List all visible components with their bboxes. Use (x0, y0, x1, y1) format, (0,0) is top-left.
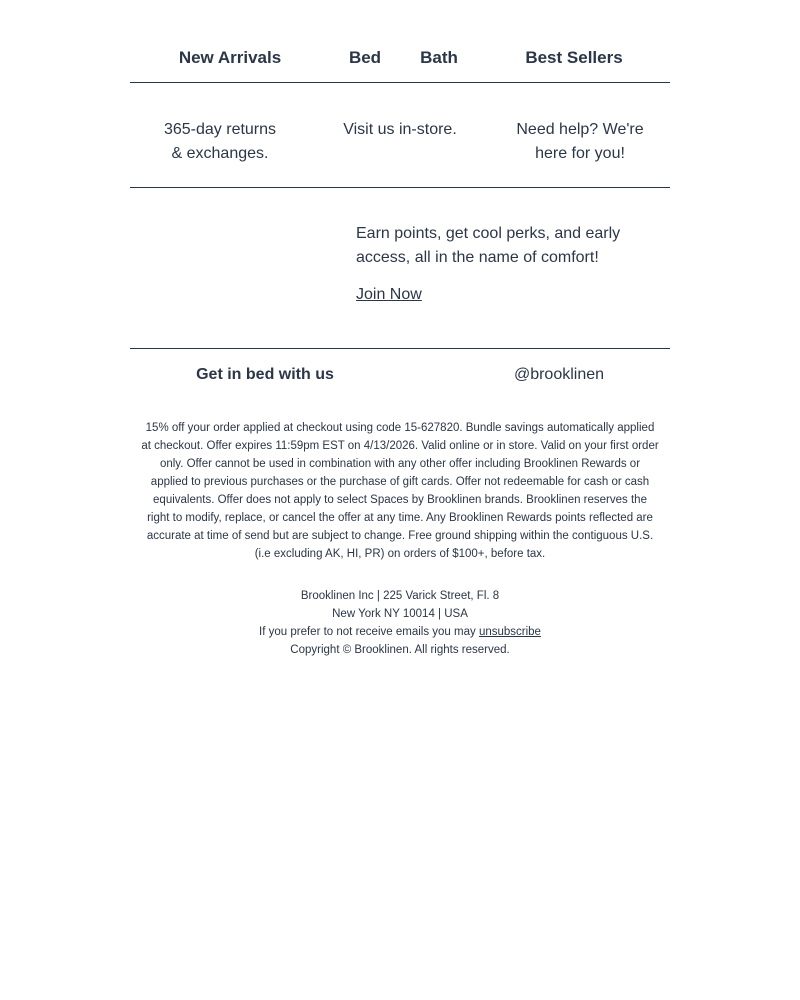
terms-line: at checkout. Offer expires 11:59pm EST on 4/13/2026. Valid online or in store. Valid on your first order (141, 440, 659, 452)
unsubscribe-line (130, 623, 670, 641)
divider (130, 82, 670, 83)
divider (130, 187, 670, 188)
unsubscribe-link[interactable]: unsubscribe (478, 626, 541, 638)
offer-terms (130, 419, 670, 563)
help-line-1: Need help? We're (516, 121, 644, 138)
terms-line: applied to previous purchases or the purchase of gift cards. Offer not redeemable for cash or cash (150, 476, 650, 488)
terms-line: right to modify, replace, or cancel the offer at any time. Any Brooklinen Rewards points reflected are (147, 512, 653, 524)
rewards-line-2: access, all in the name of comfort! (356, 249, 599, 266)
nav-new-arrivals[interactable]: New Arrivals (178, 48, 282, 67)
terms-line: 15% off your order applied at checkout using code 15-627820. Bundle savings automatically applied (145, 422, 655, 434)
instagram-handle[interactable]: @brooklinen (513, 366, 605, 383)
terms-line: accurate at time of send but are subject to change. Free ground shipping within the contiguous U.S. (146, 530, 654, 542)
rewards-line-1: Earn points, get cool perks, and early (356, 225, 621, 242)
nav-bath[interactable]: Bath (420, 48, 458, 67)
store-text: Visit us in-store. (343, 121, 457, 138)
help-benefit[interactable] (516, 118, 643, 166)
copyright: Copyright © Brooklinen. All rights reserved. (290, 644, 510, 656)
footer (130, 587, 670, 659)
returns-line-2: & exchanges. (171, 145, 269, 162)
social-tagline[interactable]: Get in bed with us (196, 366, 334, 383)
help-line-2: here for you! (535, 145, 625, 162)
returns-line-1: 365-day returns (163, 121, 277, 138)
unsubscribe-prefix: If you prefer to not receive emails you may (259, 626, 479, 638)
social-row (130, 366, 670, 390)
join-now-link[interactable]: Join Now (356, 286, 422, 303)
terms-line: (i.e excluding AK, HI, PR) on orders of $100+, before tax. (254, 548, 546, 560)
store-benefit[interactable] (343, 118, 457, 142)
nav-best-sellers[interactable]: Best Sellers (525, 48, 623, 67)
divider (130, 348, 670, 349)
nav-bed[interactable]: Bed (348, 48, 382, 67)
terms-line: equivalents. Offer does not apply to select Spaces by Brooklinen brands. Brooklinen reserves the (153, 494, 647, 506)
company-address-1: Brooklinen Inc | 225 Varick Street, Fl. 8 (300, 590, 500, 602)
company-address-2: New York NY 10014 | USA (332, 608, 468, 620)
returns-benefit[interactable] (164, 118, 276, 166)
rewards-section (356, 222, 656, 304)
category-nav (130, 48, 670, 72)
terms-line: only. Offer cannot be used in combination with any other offer including Brooklinen Rewards or (159, 458, 641, 470)
rewards-description (356, 222, 656, 270)
